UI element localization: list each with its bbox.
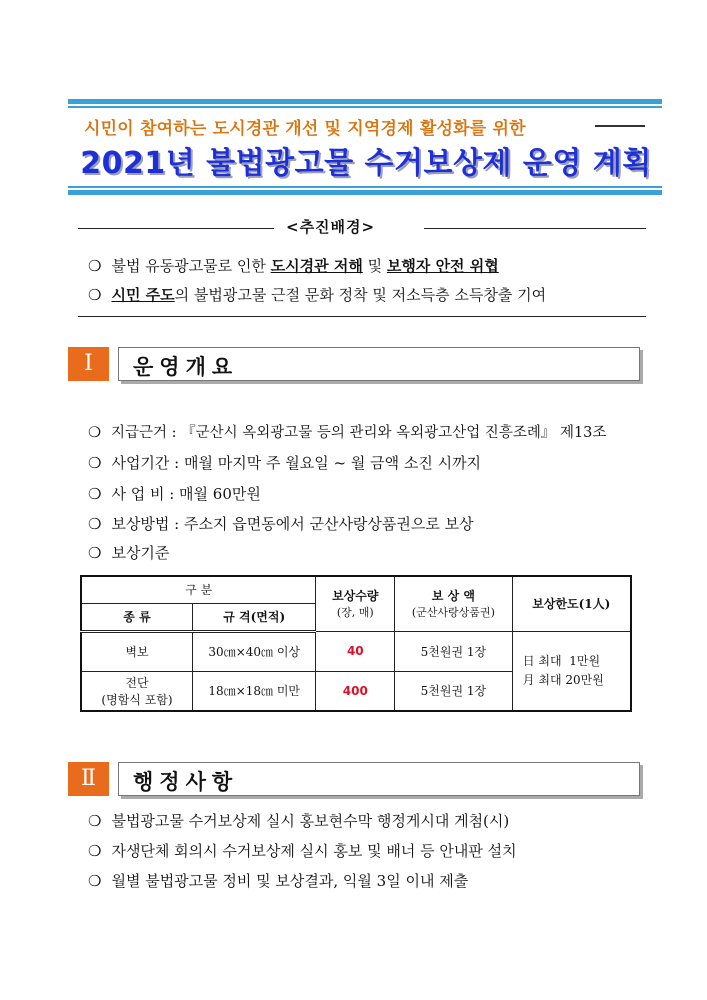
- header-top-rule-thick: [68, 99, 662, 104]
- table-header-kind: 종 류: [81, 603, 192, 631]
- overview-item: ❍ 사 업 비 : 매월 60만원: [88, 485, 261, 503]
- table-header-group: 구 분: [81, 576, 316, 603]
- table-header-qty: 보상수량 (장, 매): [316, 576, 395, 631]
- bullet-icon: ❍: [88, 544, 102, 562]
- background-title: <추진배경>: [286, 218, 376, 236]
- background-item: ❍ 시민 주도의 불법광고물 근절 문화 정착 및 저소득층 소득창출 기여: [88, 286, 547, 304]
- admin-item: ❍ 자생단체 회의시 수거보상제 실시 홍보 및 배너 등 안내판 설치: [88, 842, 517, 860]
- table-limit-cell: 日 최대 1만원 月 최대 20만원: [512, 631, 631, 711]
- header-bottom-rule-thin: [68, 186, 662, 188]
- header-subtitle-rule: [595, 125, 645, 127]
- bullet-icon: ❍: [88, 257, 102, 275]
- section-title: 행정사항: [133, 770, 239, 794]
- section-title-box: [118, 762, 640, 796]
- section-title-box: [118, 347, 640, 381]
- table-row: 전단 (명함식 포함) 18㎝×18㎝ 미만 400 5천원권 1장: [81, 671, 631, 711]
- table-header-limit: 보상한도(1人): [512, 576, 631, 631]
- bullet-icon: ❍: [88, 454, 102, 472]
- page-title: 2021년 불법광고물 수거보상제 운영 계획: [80, 146, 652, 181]
- section-number: Ⅰ: [68, 347, 109, 381]
- admin-item: ❍ 불법광고물 수거보상제 실시 홍보현수막 행정게시대 게첨(시): [88, 812, 510, 830]
- reward-table: [80, 575, 632, 712]
- bullet-icon: ❍: [88, 842, 102, 860]
- header-subtitle: 시민이 참여하는 도시경관 개선 및 지역경제 활성화를 위한: [84, 119, 526, 139]
- bullet-icon: ❍: [88, 425, 101, 441]
- header-bottom-rule-thick: [68, 190, 662, 195]
- table-row: 벽보 30㎝×40㎝ 이상 40 5천원권 1장 日 최대 1만원 月 최대 20만원: [81, 631, 631, 671]
- overview-item: ❍ 지급근거 : 『군산시 옥외광고물 등의 관리와 옥외광고산업 진흥조례』 제13조: [88, 425, 607, 441]
- section-header-admin: [68, 762, 648, 796]
- overview-item: ❍ 보상방법 : 주소지 읍면동에서 군산사랑상품권으로 보상: [88, 515, 474, 533]
- background-title-rule-right: [424, 228, 646, 229]
- bullet-icon: ❍: [88, 286, 102, 304]
- bullet-icon: ❍: [88, 872, 102, 890]
- background-item: ❍ 불법 유동광고물로 인한 도시경관 저해 및 보행자 안전 위협: [88, 257, 499, 275]
- table-header-amount: 보 상 액 (군산사랑상품권): [395, 576, 512, 631]
- section-number: Ⅱ: [68, 762, 109, 796]
- admin-item: ❍ 월별 불법광고물 정비 및 보상결과, 익월 3일 이내 제출: [88, 872, 469, 890]
- overview-item: ❍ 보상기준: [88, 544, 170, 562]
- table-header-spec: 규 격(면적): [192, 603, 315, 631]
- bullet-icon: ❍: [88, 515, 102, 533]
- header-top-rule-thin: [68, 106, 662, 108]
- overview-item: ❍ 사업기간 : 매월 마지막 주 월요일 ~ 월 금액 소진 시까지: [88, 454, 482, 472]
- section-title: 운영개요: [133, 355, 239, 379]
- bullet-icon: ❍: [88, 485, 102, 503]
- bullet-icon: ❍: [88, 812, 102, 830]
- background-title-rule-left: [78, 228, 274, 229]
- background-bottom-rule: [78, 316, 646, 317]
- section-header-overview: [68, 347, 648, 381]
